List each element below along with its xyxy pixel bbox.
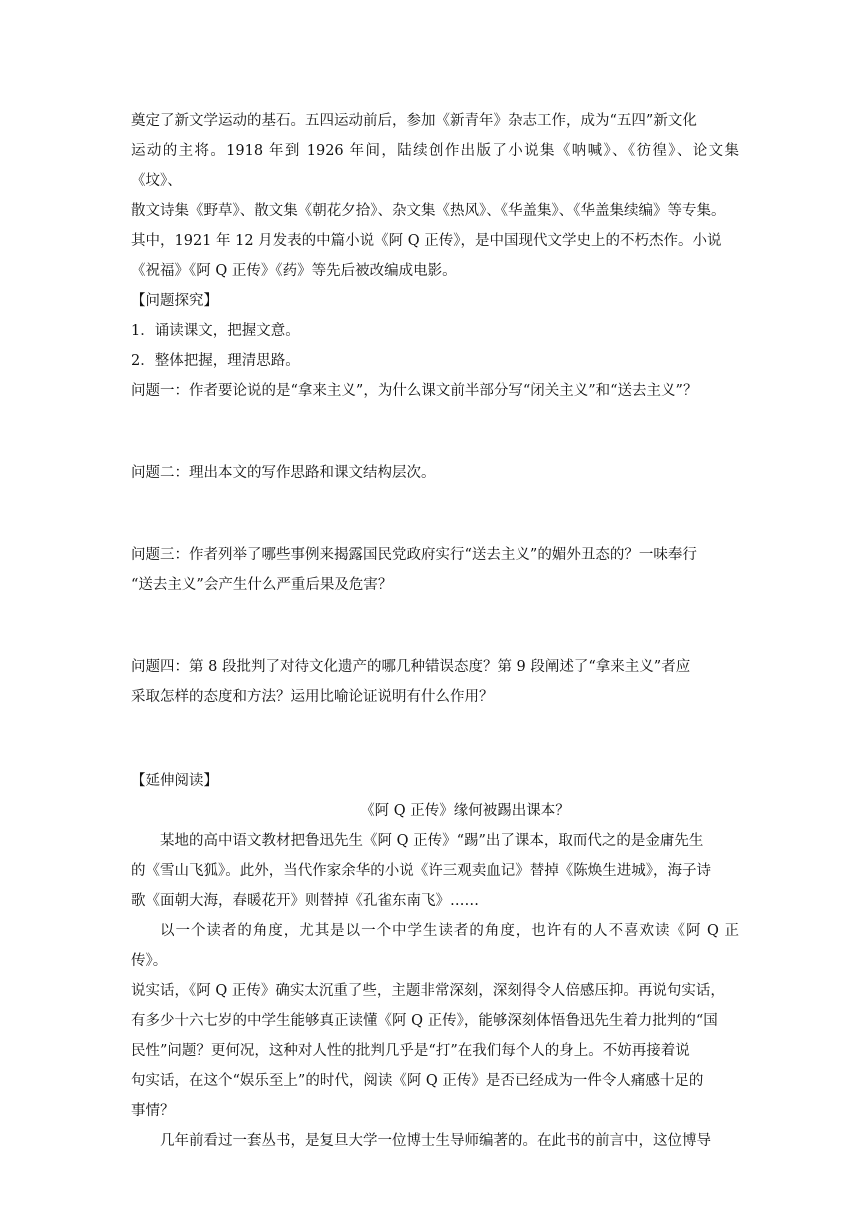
text-line: 《祝福》《阿 Q 正传》《药》等先后被改编成电影。: [131, 263, 457, 279]
text-line: 民性”问题？更何况，这种对人性的批判几乎是“打”在我们每个人的身上。不妨再接着说: [131, 1043, 690, 1059]
text-line: 问题二：理出本文的写作思路和课文结构层次。: [131, 465, 436, 481]
answer-space: [131, 712, 739, 766]
text-line: 几年前看过一套丛书，是复旦大学一位博士生导师编著的。在此书的前言中，这位博导: [160, 1133, 711, 1149]
question-3: [131, 540, 739, 600]
article-paragraph-2: [131, 916, 739, 1126]
document-body: [131, 106, 739, 1156]
question-4: [131, 652, 739, 712]
text-line: 有多少十六七岁的中学生能够真正读懂《阿 Q 正传》，能够深刻体悟鲁迅先生着力批判的“国: [131, 1013, 718, 1029]
inquiry-step: 2．整体把握，理清思路。: [131, 353, 300, 369]
text-line: 问题三：作者列举了哪些事例来揭露国民党政府实行“送去主义”的媚外丑态的？一味奉行: [131, 547, 697, 563]
text-line: 以一个读者的角度，尤其是以一个中学生读者的角度，也许有的人不喜欢读《阿 Q 正传》。: [131, 923, 739, 969]
text-line: 说实话，《阿 Q 正传》确实太沉重了些，主题非常深刻，深刻得令人倍感压抑。再说句实话，: [131, 983, 725, 999]
answer-space: [131, 488, 739, 540]
text-line: 的《雪山飞狐》。此外，当代作家余华的小说《许三观卖血记》替掉《陈焕生进城》，海子诗: [131, 863, 711, 879]
answer-space: [131, 406, 739, 458]
question-1: [131, 376, 739, 406]
text-line: 采取怎样的态度和方法？运用比喻论证说明有什么作用？: [131, 689, 494, 705]
question-2: [131, 458, 739, 488]
article-title: 《阿 Q 正传》缘何被踢出课本？: [360, 803, 570, 819]
text-line: 事情？: [131, 1103, 175, 1119]
article-paragraph-3: [131, 1126, 739, 1156]
text-line: 句实话，在这个“娱乐至上”的时代，阅读《阿 Q 正传》是否已经成为一件令人痛感十足的: [131, 1073, 704, 1089]
text-line: 问题四：第 8 段批判了对待文化遗产的哪几种错误态度？第 9 段阐述了“拿来主义”者应: [131, 659, 691, 675]
text-line: “送去主义”会产生什么严重后果及危害？: [131, 577, 393, 593]
author-intro-paragraph: [131, 106, 739, 286]
text-line: 某地的高中语文教材把鲁迅先生《阿 Q 正传》“踢”出了课本，取而代之的是金庸先生: [160, 833, 704, 849]
text-line: 散文诗集《野草》、散文集《朝花夕拾》、杂文集《热风》、《华盖集》、《华盖集续编》等专集。: [131, 203, 726, 219]
text-line: 歌《面朝大海，春暖花开》则替掉《孔雀东南飞》……: [131, 893, 479, 909]
inquiry-heading: 【问题探究】: [131, 293, 218, 309]
article-paragraph-1: [131, 826, 739, 916]
text-line: 运动的主将。1918 年到 1926 年间，陆续创作出版了小说集《呐喊》、《彷徨》、论文集《坟》、: [131, 143, 739, 189]
text-line: 其中，1921 年 12 月发表的中篇小说《阿 Q 正传》，是中国现代文学史上的不朽杰作。小说: [131, 233, 722, 249]
text-line: 问题一：作者要论说的是“拿来主义”，为什么课文前半部分写“闭关主义”和“送去主义”？: [131, 383, 698, 399]
extended-reading-heading: 【延伸阅读】: [131, 773, 218, 789]
answer-space: [131, 600, 739, 652]
inquiry-step: 1．诵读课文，把握文意。: [131, 323, 300, 339]
text-line: 奠定了新文学运动的基石。五四运动前后，参加《新青年》杂志工作，成为“五四”新文化: [131, 113, 697, 129]
